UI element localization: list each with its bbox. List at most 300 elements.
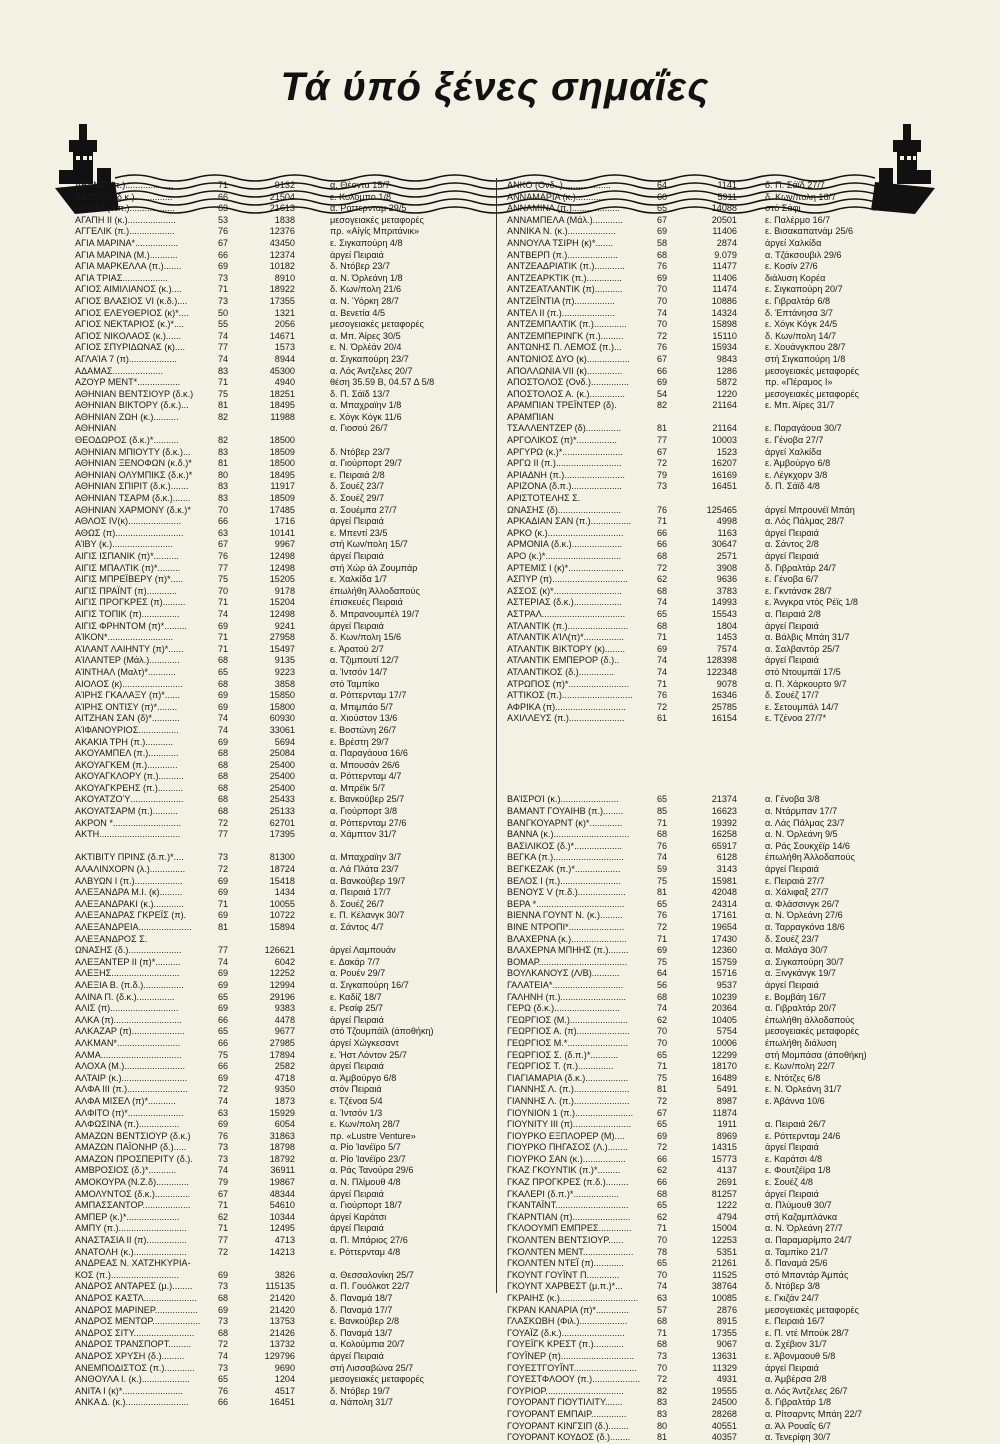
position-note: ε. Γκντάνσκ 28/7 xyxy=(765,585,832,596)
ship-name: ΑΛΕΞΑΝΔΡΑΚΙ (κ.)............ xyxy=(75,898,184,909)
ship-name: ΑΊΒΥ (κ.)........................ xyxy=(75,539,173,550)
ship-name: ΑΛΕΞΗΣ........................... xyxy=(75,968,180,979)
list-item xyxy=(507,1363,937,1375)
position-note: ε. Σιγκαπούρη 4/8 xyxy=(330,237,403,248)
position-note: α. Θεσσαλονίκη 25/7 xyxy=(330,1269,414,1280)
tonnage: 2582 xyxy=(274,1061,295,1072)
build-year: 66 xyxy=(218,1037,229,1048)
position-note: στή Σιγκαπούρη 1/8 xyxy=(765,353,846,364)
list-item xyxy=(75,597,490,609)
build-year: 69 xyxy=(657,945,668,956)
list-item xyxy=(507,980,937,992)
list-item xyxy=(75,1281,490,1293)
list-item xyxy=(507,400,937,412)
list-item xyxy=(75,713,490,725)
tonnage: 12253 xyxy=(711,1235,737,1246)
tonnage: 9135 xyxy=(274,655,295,666)
ship-name: ΓΕΩΡΓΙΟΣ (Μ.)....................... xyxy=(507,1014,628,1025)
build-year: 74 xyxy=(218,713,229,724)
position-note: ε. Άβονμαουθ 5/8 xyxy=(765,1350,836,1361)
build-year: 65 xyxy=(657,794,668,805)
list-item xyxy=(75,1235,490,1247)
tonnage: 11525 xyxy=(712,1269,737,1280)
build-year: 83 xyxy=(218,493,229,504)
position-note: ε. Κοσίν 27/6 xyxy=(765,261,818,272)
list-item xyxy=(75,818,490,830)
position-note: α. Λός Άντζελες 26/7 xyxy=(765,1385,848,1396)
ship-name: ΑΚΟΥΑΓΚΕΜ (π.)............ xyxy=(75,759,178,770)
position-note: στό Σάφι xyxy=(765,203,801,214)
ship-name: ΑΤΡΩΠΟΣ (π)*........................ xyxy=(507,678,630,689)
list-item xyxy=(507,447,937,459)
tonnage: 3826 xyxy=(274,1269,295,1280)
ship-name: ΑΛΕΞΑΝΔΡΑ Μ.Ι. (κ)......... xyxy=(75,887,183,898)
ship-name: ΑΘΗΝΙΑΝ ΞΕΝΟΦΩΝ (κ.δ.)* xyxy=(75,458,192,469)
build-year: 85 xyxy=(657,806,668,817)
ship-name: ΑΝΤΖΕΜΠΑΛΤΙΚ (π.)............. xyxy=(507,319,627,330)
build-year: 69 xyxy=(218,261,229,272)
tonnage: 3783 xyxy=(716,585,737,596)
build-year: 68 xyxy=(218,678,229,689)
list-item xyxy=(507,238,937,250)
build-year: 64 xyxy=(657,180,668,190)
list-item xyxy=(507,1397,937,1409)
ship-name: ΓΕΡΩ (δ.κ.).......................... xyxy=(507,1003,620,1014)
position-note: στή Χώρ άλ Ζουμπάρ xyxy=(330,562,418,573)
list-item xyxy=(507,284,937,296)
position-note: ε. Φουτζέϊρα 1/8 xyxy=(765,1165,831,1176)
build-year: 70 xyxy=(218,585,229,596)
build-year: 71 xyxy=(657,1061,668,1072)
tonnage: 29196 xyxy=(269,991,295,1002)
build-year: 76 xyxy=(657,690,668,701)
list-item xyxy=(507,377,937,389)
list-spacer xyxy=(507,725,937,737)
list-item xyxy=(507,621,937,633)
ship-name: ΑΛΦΑ ΙΙΙ (π.)........................ xyxy=(75,1084,188,1095)
tonnage: 4517 xyxy=(274,1385,295,1396)
ship-name: ΓΚΑΡΝΤΙΑΝ (π)....................... xyxy=(507,1211,631,1222)
list-item xyxy=(507,609,937,621)
list-item xyxy=(507,1270,937,1282)
build-year: 67 xyxy=(657,214,668,225)
tonnage: 10006 xyxy=(711,1037,737,1048)
ship-name: ΑΡΓΟΛΙΚΟΣ (π)*................ xyxy=(507,435,617,446)
list-spacer xyxy=(507,760,937,772)
position-note: α. Ρόττερνταμ 4/7 xyxy=(330,771,402,782)
list-item xyxy=(507,1050,937,1062)
build-year: 72 xyxy=(218,1084,229,1095)
ship-name: ΓΚΡΑΝ ΚΑΝΑΡΙΑ (π)*............. xyxy=(507,1304,629,1315)
tonnage: 12252 xyxy=(269,968,295,979)
build-year: 77 xyxy=(218,342,229,353)
ship-name: ΑΡΜΟΝΙΑ (δ.κ.).................... xyxy=(507,539,623,550)
list-item xyxy=(507,1096,937,1108)
list-item xyxy=(75,435,490,447)
list-item xyxy=(75,1316,490,1328)
ship-name: ΑΜΑΖΩΝ ΠΑΪΟΝΗΡ (δ.)..... xyxy=(75,1142,187,1153)
list-item xyxy=(75,354,490,366)
list-item xyxy=(75,412,490,424)
tonnage: 12299 xyxy=(711,1049,737,1060)
tonnage: 18500 xyxy=(269,435,295,446)
position-note: α. Σάντος 4/7 xyxy=(330,922,384,932)
list-item xyxy=(75,655,490,667)
ship-name: ΑΊΦΑΝΟΥΡΙΟΣ................ xyxy=(75,724,179,735)
ship-name: ΑΚΑΚΙΑ ΤΡΗ (π.)........... xyxy=(75,736,174,747)
build-year: 65 xyxy=(218,666,229,677)
build-year: 77 xyxy=(657,435,668,446)
tonnage: 27985 xyxy=(269,1037,295,1048)
list-item xyxy=(75,1015,490,1027)
ship-name: ΩΝΑΣΗΣ (δ)......................... xyxy=(507,504,622,515)
ship-name: ΓΑΛΗΝΗ (π.).......................... xyxy=(507,991,627,1002)
position-note: α. Παραμαρίμπο 24/7 xyxy=(765,1235,852,1246)
build-year: 82 xyxy=(218,435,229,446)
build-year: 65 xyxy=(657,1049,668,1060)
position-note: στό Ταμπίκο xyxy=(330,678,380,689)
build-year: 71 xyxy=(657,678,668,689)
list-item xyxy=(75,400,490,412)
tonnage: 17355 xyxy=(711,1327,737,1338)
ship-name: ΑΡΑΜΠΙΑΝ xyxy=(507,411,554,422)
ship-name: ΑΓΙΟΣ ΒΛΑΣΙΟΣ VI (κ.δ.).... xyxy=(75,295,188,306)
tonnage: 1523 xyxy=(716,446,737,457)
tonnage: 4137 xyxy=(716,1165,737,1176)
build-year: 71 xyxy=(218,377,229,388)
tonnage: 8969 xyxy=(716,1130,737,1141)
ship-name: ΓΟΥΡΙΟΡ............................... xyxy=(507,1385,624,1396)
tonnage: 14088 xyxy=(711,203,737,214)
list-spacer xyxy=(507,737,937,749)
list-item xyxy=(507,968,937,980)
tonnage: 15773 xyxy=(711,1153,737,1164)
ship-name: ΑΙΓΙΣ ΦΡΗΝΤΟΜ (π)*......... xyxy=(75,620,187,631)
build-year: 73 xyxy=(218,1362,229,1373)
list-item xyxy=(75,1119,490,1131)
build-year: 75 xyxy=(657,956,668,967)
list-item xyxy=(75,725,490,737)
build-year: 76 xyxy=(657,342,668,353)
build-year: 71 xyxy=(657,933,668,944)
tonnage: 1321 xyxy=(274,307,295,318)
ship-name: ΑΊΡΗΣ ΟΝΤΙΣΥ (π)*........ xyxy=(75,701,178,712)
list-item xyxy=(507,366,937,378)
position-note: ε. Άμβούργο 6/8 xyxy=(765,458,831,469)
list-item xyxy=(507,273,937,285)
build-year: 72 xyxy=(657,1374,668,1385)
build-year: 77 xyxy=(218,562,229,573)
ship-name: ΑΛΦΑ ΜΙΣΕΛ (π)*........... xyxy=(75,1095,176,1106)
position-note: δ. Ντόβερ 23/7 xyxy=(330,261,391,272)
build-year: 70 xyxy=(657,1362,668,1373)
position-note: α. Λός Πάλμας 28/7 xyxy=(765,516,845,527)
tonnage: 43450 xyxy=(269,237,295,248)
tonnage: 1804 xyxy=(716,620,737,631)
position-note: ε. Πειραιά 27/7 xyxy=(765,875,825,886)
position-note: ε. Κολόμπο 1/8 xyxy=(330,191,392,202)
position-note: δ. Κων/πολη 14/7 xyxy=(765,330,837,341)
tonnage: 81257 xyxy=(711,1188,737,1199)
list-item xyxy=(507,528,937,540)
build-year: 62 xyxy=(657,1014,668,1025)
position-note: ε. Σουέζ 4/8 xyxy=(765,1177,813,1188)
list-item xyxy=(507,945,937,957)
ship-name: ΑΊΛΑΝΤΕΡ (Μάλ.)............ xyxy=(75,655,180,666)
ship-name: ΒΟΜΑΡ................................... xyxy=(507,956,628,967)
position-note: ε. Σιγκαπούρη 20/7 xyxy=(765,284,843,295)
tonnage: 13753 xyxy=(269,1316,295,1327)
ship-name: ΑΙΓΙΣ ΤΟΠΙΚ (π)............... xyxy=(75,608,180,619)
ship-name: ΑΔΑΜΑΣ.................... xyxy=(75,365,163,376)
ship-name: ΒΑΣΙΛΙΚΟΣ (δ.)*................... xyxy=(507,840,623,851)
ship-name: ΑΝΤΖΕΑΤΛΑΝΤΙΚ (π)........... xyxy=(507,284,623,295)
position-note: α. Γιούρπορτ 3/8 xyxy=(330,806,398,817)
ship-name: ΑΓΙΟΣ ΕΛΕΥΘΕΡΙΟΣ (κ)*.... xyxy=(75,307,189,318)
build-year: 54 xyxy=(657,388,668,399)
build-year: 82 xyxy=(218,411,229,422)
ship-name: ΑΡΚΟ (κ.).............................. xyxy=(507,527,624,538)
position-note: α. Πλύμουθ 30/7 xyxy=(765,1200,832,1211)
list-item xyxy=(75,273,490,285)
position-note: α. Σιγκαπούρη 23/7 xyxy=(330,353,409,364)
build-year: 68 xyxy=(657,1339,668,1350)
position-note: δ. Παναμά 25/6 xyxy=(765,1258,828,1269)
tonnage: 18495 xyxy=(269,400,295,411)
ship-name: ΑΘΗΝΙΑΝ ΖΩΗ (κ.).......... xyxy=(75,411,179,422)
build-year: 69 xyxy=(218,736,229,747)
list-item xyxy=(507,505,937,517)
build-year: 65 xyxy=(218,991,229,1002)
position-note: δ. Π. Σάϊδ 27/7 xyxy=(765,180,825,190)
ship-name: ΓΚΟΛΝΤΕΝ ΝΤΕΪ (π)............ xyxy=(507,1258,624,1269)
ship-name: ΑΧΙΛΛΕΥΣ (π.)...................... xyxy=(507,713,625,724)
position-note: α. Βενετία 4/5 xyxy=(330,307,386,318)
build-year: 55 xyxy=(218,319,229,330)
list-item xyxy=(507,829,937,841)
ship-name: ΑΝΔΡΟΣ ΤΡΑΝΣΠΟΡΤ......... xyxy=(75,1339,192,1350)
list-item xyxy=(507,1154,937,1166)
ship-name: ΑΤΛΑΝΤΙΚ (π.)........................ xyxy=(507,620,629,631)
list-item xyxy=(75,238,490,250)
build-year: 71 xyxy=(657,817,668,828)
tonnage: 9690 xyxy=(274,1362,295,1373)
tonnage: 15894 xyxy=(269,922,295,932)
list-item xyxy=(75,760,490,772)
ship-name: ΑΜΠΑΣΣΑΝΤΟΡ................... xyxy=(75,1200,191,1211)
position-note: πρ. «Lustre Venture» xyxy=(330,1130,416,1141)
position-note: δ. Σουέζ 29/7 xyxy=(330,493,385,504)
tonnage: 17894 xyxy=(269,1049,295,1060)
position-note: μεσογειακές μεταφορές xyxy=(330,214,424,225)
position-note: α. Ρόττερνταμ 27/6 xyxy=(330,817,407,828)
tonnage: 14213 xyxy=(269,1246,295,1257)
position-note: ε. Πειραιά 16/7 xyxy=(765,1316,825,1327)
build-year: 75 xyxy=(657,1072,668,1083)
build-year: 76 xyxy=(218,1130,229,1141)
position-note: ε. Δακάρ 7/7 xyxy=(330,956,380,967)
position-note: άργεί Καράτσι xyxy=(330,1211,387,1222)
list-item xyxy=(507,1108,937,1120)
position-note: ε. Χόγκ Κόγκ 11/6 xyxy=(330,411,402,422)
list-item xyxy=(75,1200,490,1212)
position-note: άργεί Πειραιά xyxy=(765,1188,819,1199)
position-note: ε. Λέγκχορν 3/8 xyxy=(765,469,828,480)
position-note: α. Άμβέρσα 2/8 xyxy=(765,1374,827,1385)
list-item xyxy=(507,841,937,853)
tonnage: 5872 xyxy=(716,377,737,388)
list-item xyxy=(75,1108,490,1120)
position-note: α. Ρίο Ίανέϊρο 5/7 xyxy=(330,1142,401,1153)
list-item xyxy=(75,644,490,656)
position-note: δ. Σουέζ 23/7 xyxy=(330,481,385,492)
position-note: ε. Γιβραλτάρ 6/8 xyxy=(765,295,831,306)
position-note: άργεί Πειραιά xyxy=(330,249,384,260)
position-note: έπωλήθη διάλυση xyxy=(765,1037,837,1048)
tonnage: 9067 xyxy=(716,1339,737,1350)
tonnage: 17430 xyxy=(711,933,737,944)
build-year: 69 xyxy=(218,1072,229,1083)
position-note: άργεί Πειραιά xyxy=(765,979,819,990)
position-note: στή Μομπάσα (άποθήκη) xyxy=(765,1049,867,1060)
ship-name: ΓΟΥΪΝΕΡ (π)............................. xyxy=(507,1350,635,1361)
build-year: 74 xyxy=(657,1281,668,1292)
tonnage: 15110 xyxy=(712,330,737,341)
list-item xyxy=(507,1281,937,1293)
build-year: 66 xyxy=(657,527,668,538)
position-note: μεσογειακές μεταφορές xyxy=(765,388,859,399)
page-title: Τά ύπό ξένες σημαΐες xyxy=(280,65,710,109)
build-year: 73 xyxy=(657,481,668,492)
tonnage: 129796 xyxy=(264,1350,295,1361)
list-item xyxy=(75,1096,490,1108)
position-note: στό Μπαντάρ Άμπάς xyxy=(765,1269,849,1280)
ship-name: ΓΚΑΛΕΡΙ (δ.π.)*.................. xyxy=(507,1188,619,1199)
position-note: ε. Γένοβα 6/7 xyxy=(765,574,819,585)
build-year: 78 xyxy=(657,1246,668,1257)
ship-name: ΚΟΣ (π.)........................... xyxy=(75,1269,180,1280)
position-note: ε. Άνγκρα ντός Ρέϊς 1/8 xyxy=(765,597,858,608)
list-item xyxy=(507,331,937,343)
list-item xyxy=(507,226,937,238)
tonnage: 4718 xyxy=(274,1072,295,1083)
list-item xyxy=(507,644,937,656)
position-note: δ. Παναμά 13/7 xyxy=(330,1327,393,1338)
list-item xyxy=(507,296,937,308)
ship-name: ΑΛΒΥΩΝ Ι (π.)................... xyxy=(75,875,183,886)
list-item xyxy=(75,308,490,320)
ship-name: ΓΚΑΖ ΓΚΟΥΝΤΙΚ (π.)*......... xyxy=(507,1165,621,1176)
position-note: άργεί Πειραιά xyxy=(765,620,819,631)
position-note: ε. Χουάνγκπου 28/7 xyxy=(765,342,846,353)
position-note: άργεί Πειραιά xyxy=(765,1362,819,1373)
tonnage: 18509 xyxy=(269,446,295,457)
position-note: α. Βανκούβερ 19/7 xyxy=(330,875,406,886)
tonnage: 15716 xyxy=(711,968,737,979)
position-note: ε. Βισακαπατνάμ 25/6 xyxy=(765,226,854,237)
tonnage: 2876 xyxy=(716,1304,737,1315)
build-year: 77 xyxy=(218,829,229,840)
tonnage: 7574 xyxy=(716,643,737,654)
list-item xyxy=(507,1061,937,1073)
list-item xyxy=(507,679,937,691)
list-item xyxy=(75,864,490,876)
position-note: α. Ξινγκάνγκ 19/7 xyxy=(765,968,836,979)
ship-name: ΓΕΩΡΓΙΟΣ Α. (π)..................... xyxy=(507,1026,630,1037)
build-year: 81 xyxy=(657,1084,668,1095)
position-note: άργεί Χαλκίδα xyxy=(765,446,822,457)
tonnage: 40551 xyxy=(711,1420,737,1431)
build-year: 66 xyxy=(218,1061,229,1072)
list-item xyxy=(507,1212,937,1224)
ship-name: ΑΛΟΧΑ (Μ.)........................ xyxy=(75,1061,185,1072)
ship-name: ΑΛΤΑΙΡ (κ.).......................... xyxy=(75,1072,188,1083)
build-year: 68 xyxy=(218,655,229,666)
tonnage: 14315 xyxy=(711,1142,737,1153)
ship-name: ΑΓΙΑ ΤΡΙΑΣ.................. xyxy=(75,272,168,283)
tonnage: 12360 xyxy=(711,945,737,956)
tonnage: 15929 xyxy=(269,1107,295,1118)
ship-name: ΑΤΛΑΝΤΙΚ ΒΙΚΤΟΡΥ (κ)........ xyxy=(507,643,626,654)
position-note: δ. Γιβραλτάρ 1/8 xyxy=(765,1397,832,1408)
list-item xyxy=(507,423,937,435)
ship-name: ΑΜΟΛΥΝΤΟΣ (δ.κ.).............. xyxy=(75,1188,191,1199)
ship-name: ΒΕΝΟΥΣ V (π.δ.)................... xyxy=(507,887,626,898)
list-item xyxy=(507,342,937,354)
list-item xyxy=(75,887,490,899)
position-note: α. Γιούρπορτ 18/7 xyxy=(330,1200,403,1211)
ship-name: ΑΓΙΑ ΜΑΡΙΝΑ (Μ.)........... xyxy=(75,249,178,260)
tonnage: 15205 xyxy=(269,574,295,585)
list-item xyxy=(75,574,490,586)
ship-name: ΑΛΕΞΑΝΔΡΟΣ Σ. xyxy=(75,933,148,944)
tonnage: 10085 xyxy=(711,1293,737,1303)
ship-name: ΑΤΛΑΝΤΙΚ ΑΊΛ(π)*................ xyxy=(507,632,625,643)
tonnage: 16154 xyxy=(711,713,737,724)
build-year: 66 xyxy=(218,1014,229,1025)
ship-name: ΑΊΛΑΝΤ ΛΑΙΗΝΤΥ (π)*...... xyxy=(75,643,184,654)
list-item xyxy=(75,551,490,563)
right-column-list xyxy=(507,180,937,1444)
position-note: δ. Π. Σάϊδ 4/8 xyxy=(765,481,820,492)
ship-name: ΑΓΑΠΗ ΙΙ (κ.)................... xyxy=(75,214,176,225)
build-year: 72 xyxy=(657,562,668,573)
build-year: 69 xyxy=(657,377,668,388)
tonnage: 15004 xyxy=(711,1223,737,1234)
ship-name: ΓΛΑΣΚΩΒΗ (Φιλ.)................... xyxy=(507,1316,628,1327)
build-year: 66 xyxy=(218,516,229,527)
list-item xyxy=(507,192,937,204)
build-year: 82 xyxy=(657,1385,668,1396)
position-note: α. Ράς Τανούρα 29/6 xyxy=(330,1165,414,1176)
ship-name: ΑΡΙΖΟΝΑ (δ.π.).................... xyxy=(507,481,622,492)
position-note: έπωλήθη άλλοδαπούς xyxy=(765,1014,855,1025)
list-item xyxy=(507,1293,937,1305)
build-year: 69 xyxy=(218,910,229,921)
position-note: α. Πειραιά 26/7 xyxy=(765,1119,826,1130)
masthead xyxy=(45,55,945,185)
position-note: ε. Ντότζες 6/8 xyxy=(765,1072,821,1083)
list-item xyxy=(75,528,490,540)
tonnage: 13732 xyxy=(269,1339,295,1350)
tonnage: 20364 xyxy=(711,1003,737,1014)
tonnage: 9178 xyxy=(274,585,295,596)
position-note: άργεί Πειραιά xyxy=(330,551,384,561)
ship-name: ΑΡΑΜΠΙΑΝ ΤΡΕΪΝΤΕΡ (δ). xyxy=(507,400,617,411)
position-note: α. Ν. Όρλεάνη 27/7 xyxy=(765,1223,843,1234)
build-year: 72 xyxy=(218,864,229,875)
tonnage: 1873 xyxy=(274,1095,295,1106)
